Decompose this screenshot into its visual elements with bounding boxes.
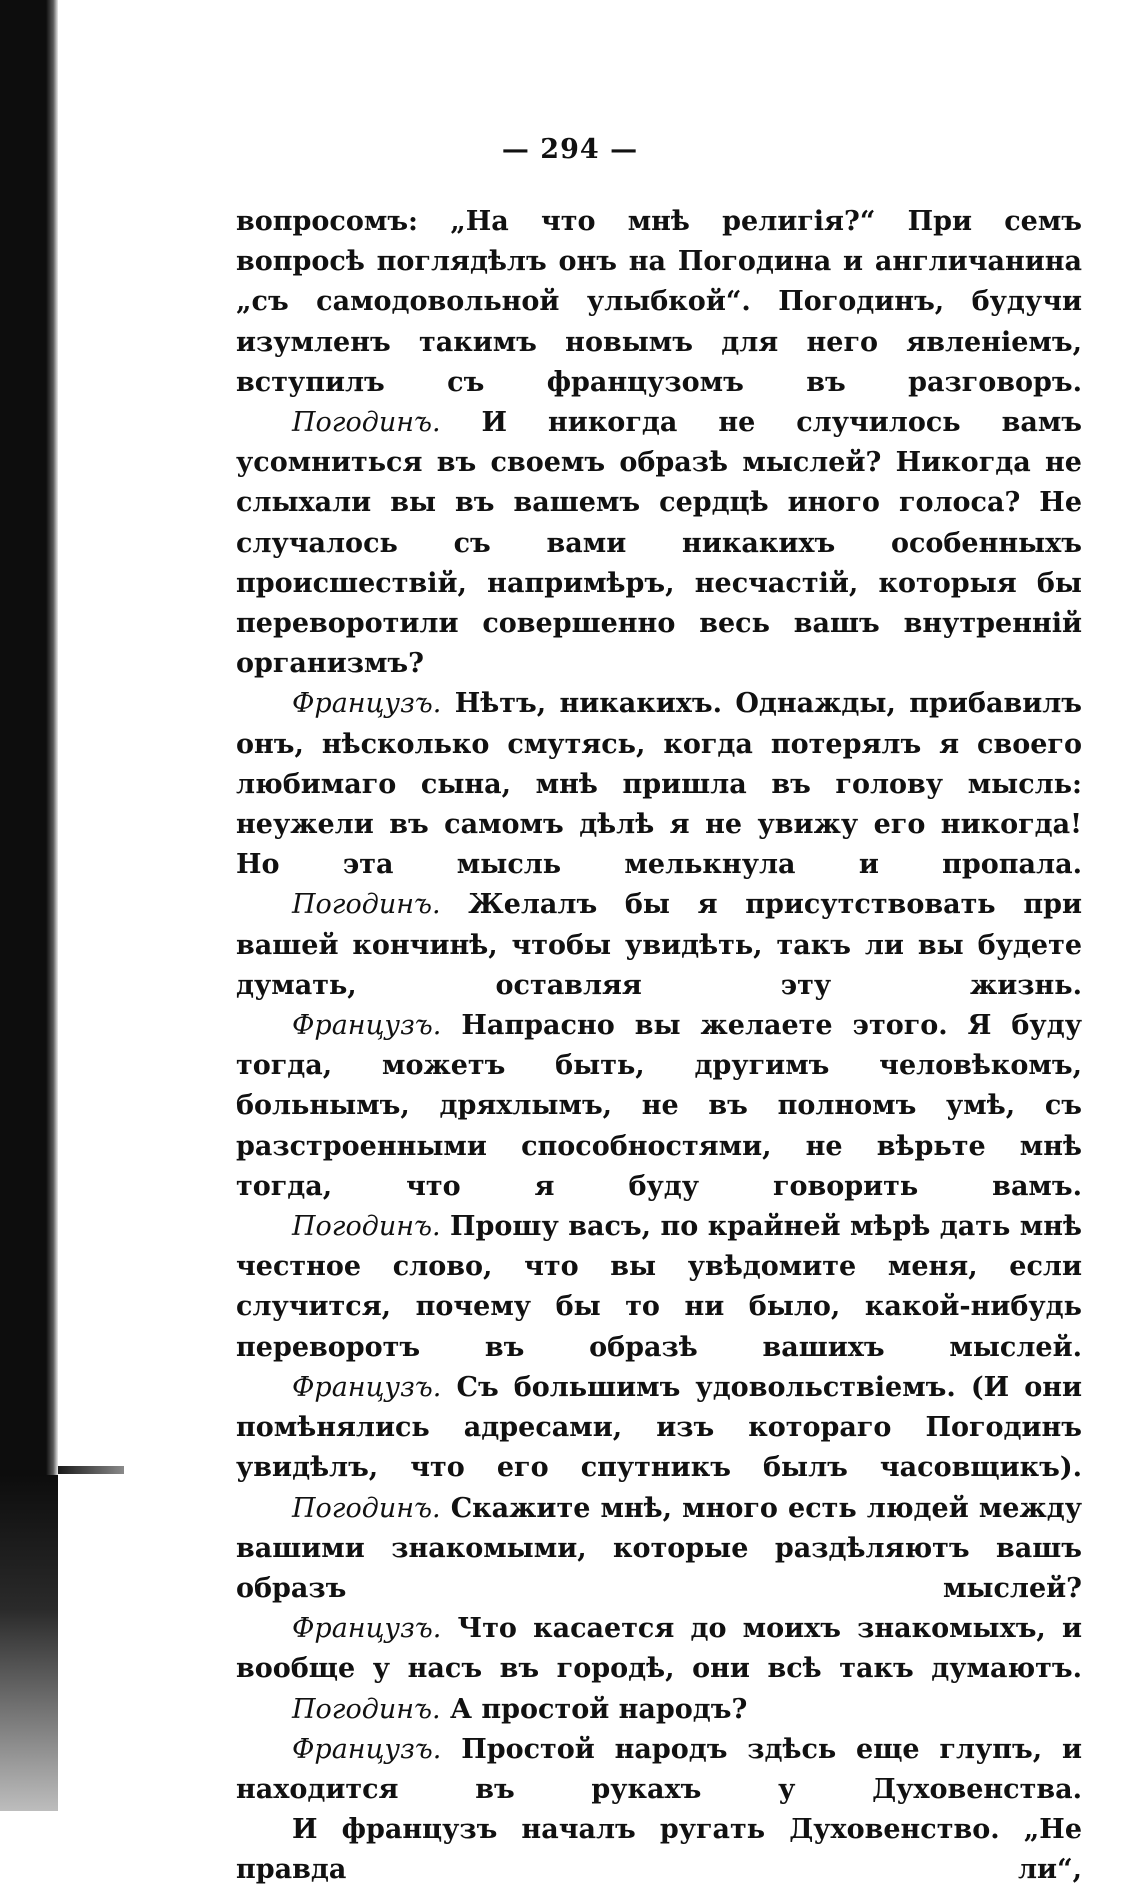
speaker-name: Французъ. xyxy=(292,1733,442,1765)
speaker-name: Погодинъ. xyxy=(292,407,441,439)
paragraph xyxy=(236,202,1082,403)
page-text xyxy=(236,202,1082,1891)
speaker-name: Французъ. xyxy=(292,1613,442,1645)
speaker-name: Французъ. xyxy=(292,688,442,720)
paragraph xyxy=(236,1207,1082,1368)
paragraph xyxy=(236,403,1082,684)
paragraph xyxy=(236,1810,1082,1890)
book-spine-shadow xyxy=(0,0,58,1475)
speaker-name: Французъ. xyxy=(292,1371,442,1403)
paragraph xyxy=(236,885,1082,1006)
paragraph-text: Нѣтъ, никакихъ. Однажды, прибавилъ онъ, нѣсколько смутясь, когда потерялъ я своего любимаго сына, мнѣ пришла въ голову мысль: неужели въ самомъ дѣлѣ я не увижу его никогда! Но эта мысль мелькнула и пропала. xyxy=(236,688,1082,881)
paragraph-text: Напрасно вы желаете этого. Я буду тогда, можетъ быть, другимъ человѣкомъ, больнымъ, дряхлымъ, не въ полномъ умѣ, съ разстроенными способностями, не вѣрьте мнѣ тогда, что я буду говорить вамъ. xyxy=(236,1010,1082,1202)
paragraph-text: Желалъ бы я присутствовать при вашей кончинѣ, чтобы увидѣть, такъ ли вы будете думать, оставляя эту жизнь. xyxy=(236,889,1082,1001)
paragraph-text: А простой народъ? xyxy=(449,1693,748,1725)
paragraph xyxy=(236,1730,1082,1810)
paragraph xyxy=(236,1368,1082,1489)
paragraph xyxy=(236,1690,1082,1730)
speaker-name: Французъ. xyxy=(292,1010,442,1042)
paragraph xyxy=(236,1489,1082,1610)
page-number: — 294 — xyxy=(501,134,639,165)
paragraph-text: Съ большимъ удовольствіемъ. (И они помѣнялись адресами, изъ котораго Погодинъ увидѣлъ, что его спутникъ былъ часовщикъ). xyxy=(236,1371,1082,1484)
paragraph xyxy=(236,1006,1082,1207)
book-spine-tail xyxy=(58,1466,124,1474)
paragraph xyxy=(236,1609,1082,1689)
speaker-name: Погодинъ. xyxy=(292,1211,441,1243)
paragraph-text: Скажите мнѣ, много есть людей между вашими знакомыми, которые раздѣляютъ вашъ образъ мыслей? xyxy=(236,1492,1082,1604)
book-spine-foot xyxy=(0,1475,58,1811)
paragraph xyxy=(236,684,1082,885)
paragraph-text: И никогда не случилось вамъ усомниться въ своемъ образѣ мыслей? Никогда не слыхали вы въ вашемъ сердцѣ иного голоса? Не случалось съ вами никакихъ особенныхъ происшествій, напримѣръ, несчастій, которыя бы переворотили совершенно весь вашъ внутренній организмъ? xyxy=(236,407,1082,680)
speaker-name: Погодинъ. xyxy=(292,1492,441,1524)
paragraph-text: И французъ началъ ругать Духовенство. „Не правда ли“, xyxy=(236,1814,1082,1886)
speaker-name: Погодинъ. xyxy=(292,889,441,921)
speaker-name: Погодинъ. xyxy=(292,1693,441,1725)
paragraph-text: Что касается до моихъ знакомыхъ, и вообще у насъ въ городѣ, они всѣ такъ думаютъ. xyxy=(236,1613,1082,1685)
paragraph-text: Простой народъ здѣсь еще глупъ, и находится въ рукахъ у Духовенства. xyxy=(236,1733,1082,1805)
paragraph-text: Прошу васъ, по крайней мѣрѣ дать мнѣ честное слово, что вы увѣдомите меня, если случится, почему бы то ни было, какой-нибудь переворотъ въ образѣ вашихъ мыслей. xyxy=(236,1211,1082,1363)
paragraph-text: вопросомъ: „На что мнѣ религія?“ При семъ вопросѣ поглядѣлъ онъ на Погодина и англичанина „съ самодовольной улыбкой“. Погодинъ, будучи изумленъ такимъ новымъ для него явленіемъ, вступилъ съ французомъ въ разговоръ. xyxy=(236,206,1082,398)
